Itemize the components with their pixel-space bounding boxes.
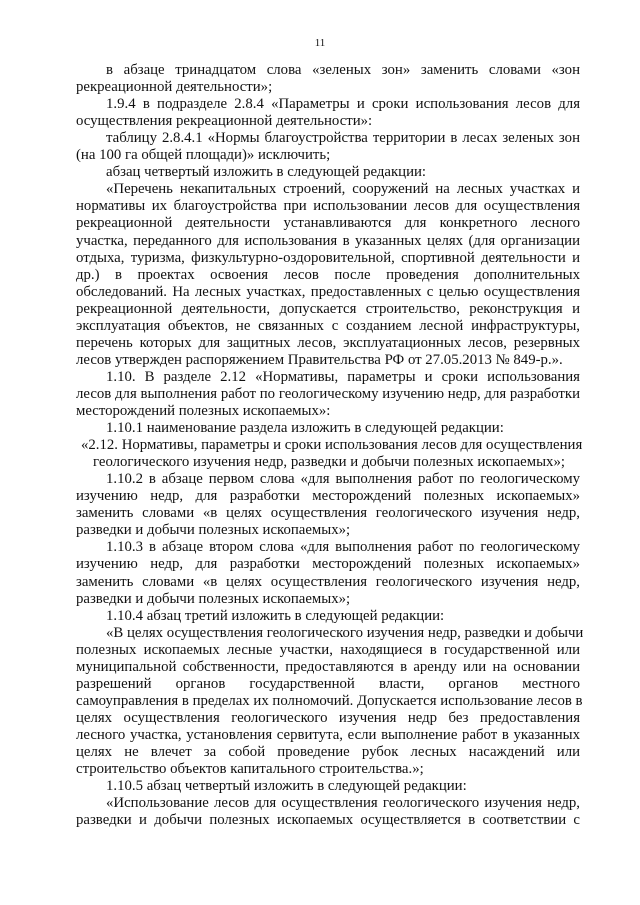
text-line: геологического изучения недр, разведки и добычи полезных ископаемых»; — [93, 454, 565, 471]
text-line: лесов утвержден распоряжением Правительства РФ от 27.05.2013 № 849-р.». — [76, 351, 563, 368]
text-line: разведки и добычи полезных ископаемых»; — [76, 590, 351, 607]
text-line: абзац четвертый изложить в следующей редакции: — [106, 164, 427, 181]
text-line: заменить словами «в целях осуществления геологического изучения недр, — [76, 573, 580, 590]
text-line: 1.10. В разделе 2.12 «Нормативы, параметры и сроки использования — [106, 368, 580, 385]
text-line: муниципальной собственности, предоставляются в аренду или на основании — [76, 658, 580, 675]
text-line: в абзаце тринадцатом слова «зеленых зон» заменить словами «зон — [106, 62, 580, 78]
text-line: рекреационной деятельности»; — [76, 79, 273, 96]
text-line: 1.10.5 абзац четвертый изложить в следующей редакции: — [106, 778, 467, 795]
text-line: разрешений органов государственной власти, органов местного — [76, 675, 580, 692]
text-line: отдыха, туризма, физкультурно-оздоровительной, спортивной деятельности и — [76, 249, 580, 266]
text-line: 1.10.4 абзац третий изложить в следующей редакции: — [106, 607, 445, 624]
text-line: строительство объектов капитального строительства.»; — [76, 761, 424, 778]
text-line: участка, переданного для использования в указанных целях (для организации — [76, 232, 580, 249]
page-number: 11 — [314, 37, 326, 49]
text-line: рекреационной деятельности, допускается строительство, реконструкция и — [76, 300, 580, 317]
text-line: 1.10.2 в абзаце первом слова «для выполнения работ по геологическому — [106, 471, 580, 488]
text-line: таблицу 2.8.4.1 «Нормы благоустройства территории в лесах зеленых зон — [106, 130, 580, 147]
text-line: целях не влечет за собой проведение рубок лесных насаждений или — [76, 744, 580, 760]
text-line: изучению недр, для разработки месторождений полезных ископаемых» — [76, 556, 580, 573]
text-line: полезных ископаемых лесные участки, находящиеся в государственной или — [76, 641, 580, 658]
text-line: осуществления рекреационной деятельности»: — [76, 113, 373, 130]
text-line: «В целях осуществления геологического изучения недр, разведки и добычи — [106, 624, 584, 641]
text-line: 1.10.1 наименование раздела изложить в следующей редакции: — [106, 420, 504, 437]
text-line: лесного участка, установления сервитута, если выполнение работ в указанных — [76, 726, 580, 743]
text-line: рекреационной деятельности устанавливаются для конкретного лесного — [76, 215, 580, 232]
text-line: лесов для выполнения работ по геологическому изучению недр, для разработки — [76, 385, 580, 402]
text-line: месторождений полезных ископаемых»: — [76, 403, 331, 419]
text-line: разведки и добычи полезных ископаемых осуществляется в соответствии с — [76, 812, 580, 829]
text-line: изучению недр, для разработки месторождений полезных ископаемых» — [76, 488, 580, 505]
text-line: др.) в проектах освоения лесов после проведения дополнительных — [76, 266, 580, 283]
text-line: «2.12. Нормативы, параметры и сроки использования лесов для осуществления — [81, 437, 583, 454]
text-line: (на 100 га общей площади)» исключить; — [76, 147, 331, 164]
text-line: разведки и добычи полезных ископаемых»; — [76, 522, 351, 539]
text-line: заменить словами «в целях осуществления геологического изучения недр, — [76, 505, 580, 522]
text-line: «Перечень некапитальных строений, сооружений на лесных участках и — [106, 181, 580, 198]
text-line: обследований. На лесных участках, предоставленных с целью осуществления — [76, 283, 580, 300]
text-line: эксплуатация объектов, не связанных с созданием лесной инфраструктуры, — [76, 317, 580, 334]
text-line: перечень которых для защитных лесов, эксплуатационных лесов, резервных — [76, 334, 580, 351]
text-line: 1.10.3 в абзаце втором слова «для выполнения работ по геологическому — [106, 539, 580, 556]
text-line: целях осуществления геологического изучения недр без предоставления — [76, 709, 580, 726]
text-line: «Использование лесов для осуществления геологического изучения недр, — [106, 795, 580, 812]
text-line: 1.9.4 в подразделе 2.8.4 «Параметры и сроки использования лесов для — [106, 96, 580, 113]
text-line: нормативы их благоустройства при использовании лесов для осуществления — [76, 198, 580, 215]
text-line: самоуправления в пределах их полномочий. Допускается использование лесов в — [76, 692, 583, 709]
